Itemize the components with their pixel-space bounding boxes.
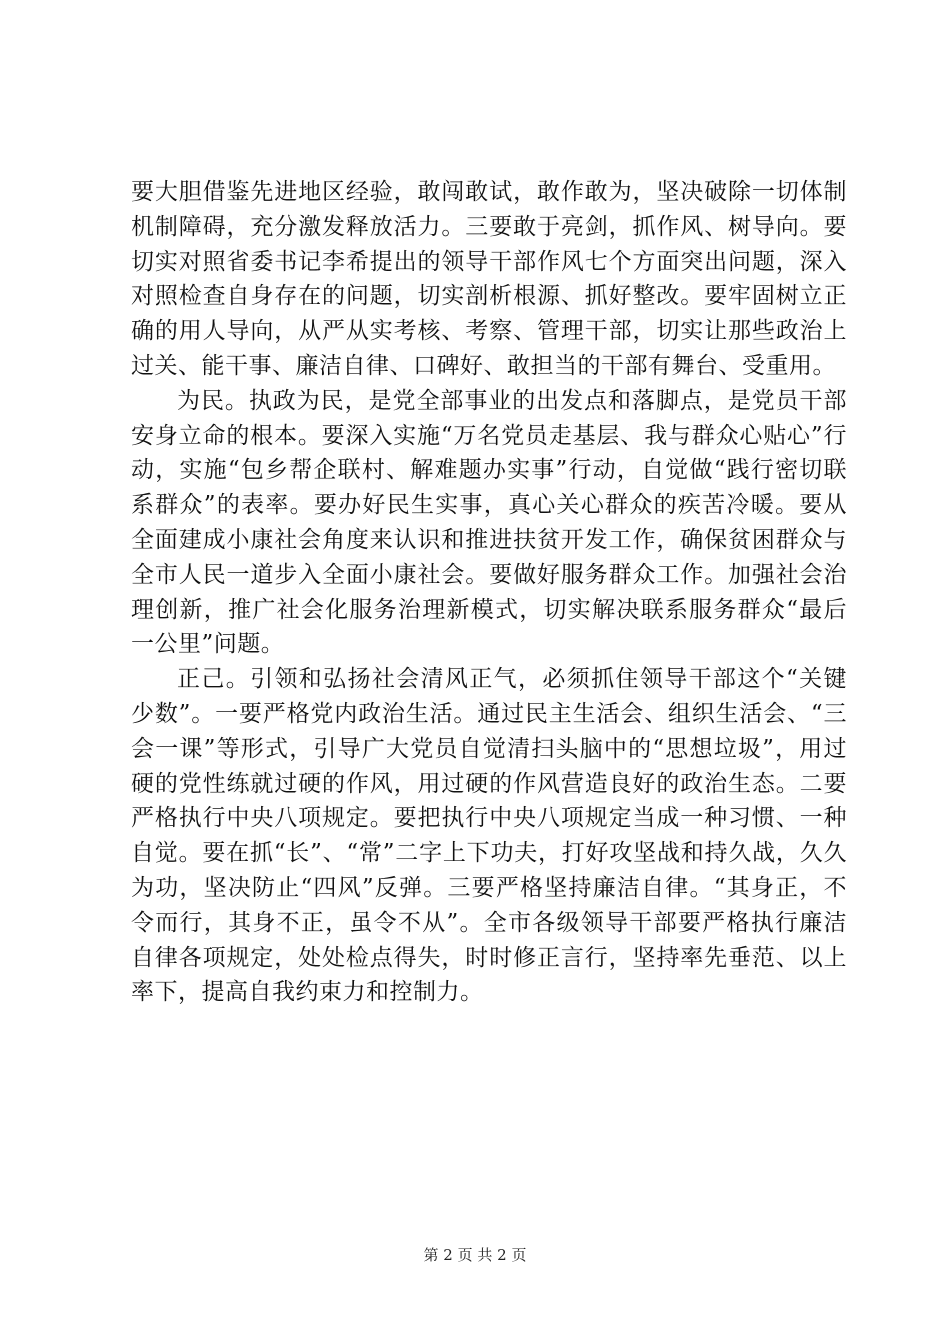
page-footer: 第 2 页 共 2 页 <box>423 1246 527 1264</box>
paragraph-2: 为民。执政为民，是党全部事业的出发点和落脚点，是党员干部安身立命的根本。要深入实施“万名党员走基层、我与群众心贴心”行动，实施“包乡帮企联村、解难题办实事”行动，自觉做“践行密切联系群众”的表率。要办好民生实事，真心关心群众的疾苦冷暖。要从全面建成小康社会角度来认识和推进扶贫开发工作，确保贫困群众与全市人民一道步入全面小康社会。要做好服务群众工作。加强社会治理创新，推广社会化服务治理新模式，切实解决联系服务群众“最后一公里”问题。 <box>131 387 847 658</box>
document-body <box>131 175 847 1010</box>
paragraph-3: 正己。引领和弘扬社会清风正气，必须抓住领导干部这个“关键少数”。一要严格党内政治生活。通过民主生活会、组织生活会、“三会一课”等形式，引导广大党员自觉清扫头脑中的“思想垃圾”，用过硬的党性练就过硬的作风，用过硬的作风营造良好的政治生态。二要严格执行中央八项规定。要把执行中央八项规定当成一种习惯、一种自觉。要在抓“长”、“常”二字上下功夫，打好攻坚战和持久战，久久为功，坚决防止“四风”反弹。三要严格坚持廉洁自律。“其身正，不令而行，其身不正，虽令不从”。全市各级领导干部要严格执行廉洁自律各项规定，处处检点得失，时时修正言行，坚持率先垂范、以上率下，提高自我约束力和控制力。 <box>131 666 847 1006</box>
paragraph-1: 要大胆借鉴先进地区经验，敢闯敢试，敢作敢为，坚决破除一切体制机制障碍，充分激发释放活力。三要敢于亮剑，抓作风、树导向。要切实对照省委书记李希提出的领导干部作风七个方面突出问题，深入对照检查自身存在的问题，切实剖析根源、抓好整改。要牢固树立正确的用人导向，从严从实考核、考察、管理干部，切实让那些政治上过关、能干事、廉洁自律、口碑好、敢担当的干部有舞台、受重用。 <box>131 179 847 379</box>
